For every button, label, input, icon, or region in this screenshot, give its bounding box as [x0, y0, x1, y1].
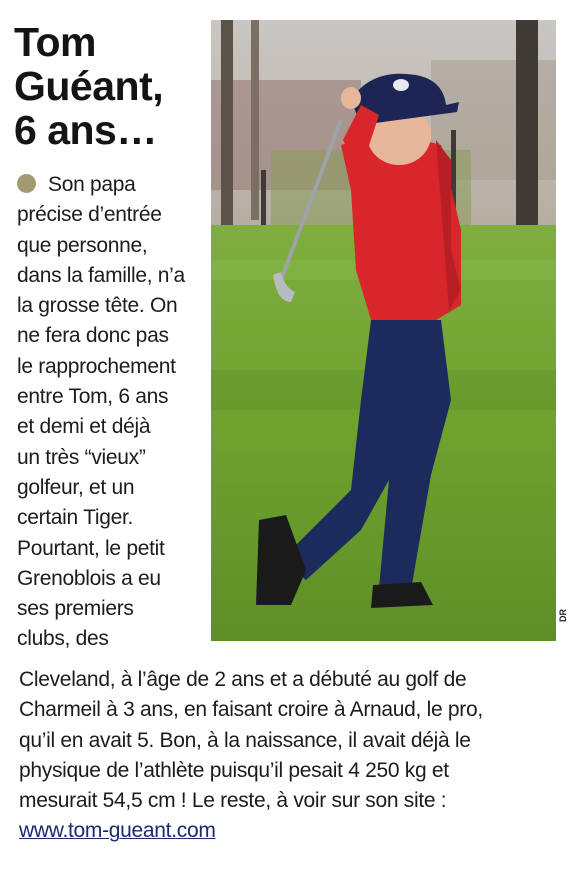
- body-line: dans la famille, n’a: [17, 263, 185, 287]
- website-link[interactable]: www.tom-gueant.com: [19, 819, 216, 843]
- body-line: Cleveland, à l’âge de 2 ans et a débuté au golf de: [19, 668, 467, 691]
- photo-credit: DR: [558, 609, 568, 622]
- body-line: physique de l’athlète puisqu’il pesait 4 250 kg et: [19, 758, 449, 782]
- body-line: golfeur, et un: [17, 475, 135, 499]
- body-line: le rapprochement: [17, 354, 176, 378]
- headline-line-3: 6 ans…: [14, 107, 157, 153]
- body-line: Charmeil à 3 ans, en faisant croire à Arnaud, le pro,: [19, 698, 483, 722]
- body-line: la grosse tête. On: [17, 294, 178, 318]
- body-line: qu’il en avait 5. Bon, à la naissance, il avait déjà le: [19, 728, 471, 752]
- article-body-wide: [19, 665, 559, 847]
- body-line: Pourtant, le petit: [17, 536, 165, 560]
- body-line: que personne,: [17, 233, 148, 257]
- article-body-narrow: [17, 170, 207, 655]
- body-line: entre Tom, 6 ans: [17, 385, 169, 409]
- golfer-photo-illustration: [211, 20, 556, 641]
- headline: [14, 20, 204, 152]
- body-line: un très “vieux”: [17, 445, 146, 469]
- article-photo: [211, 20, 556, 641]
- body-line: Grenoblois a eu: [17, 566, 161, 590]
- body-line: clubs, des: [17, 627, 109, 651]
- body-line: précise d’entrée: [17, 203, 162, 227]
- body-line: certain Tiger.: [17, 506, 134, 530]
- bullet-icon: [17, 174, 36, 193]
- body-line: ses premiers: [17, 597, 134, 621]
- body-line: et demi et déjà: [17, 415, 151, 439]
- website-line: [19, 816, 559, 846]
- headline-line-1: Tom: [14, 19, 97, 65]
- body-line: ne fera donc pas: [17, 324, 169, 348]
- body-first-line: Son papa: [17, 170, 207, 200]
- headline-line-2: Guéant,: [14, 63, 164, 109]
- body-line: mesurait 54,5 cm ! Le reste, à voir sur son site :: [19, 789, 447, 813]
